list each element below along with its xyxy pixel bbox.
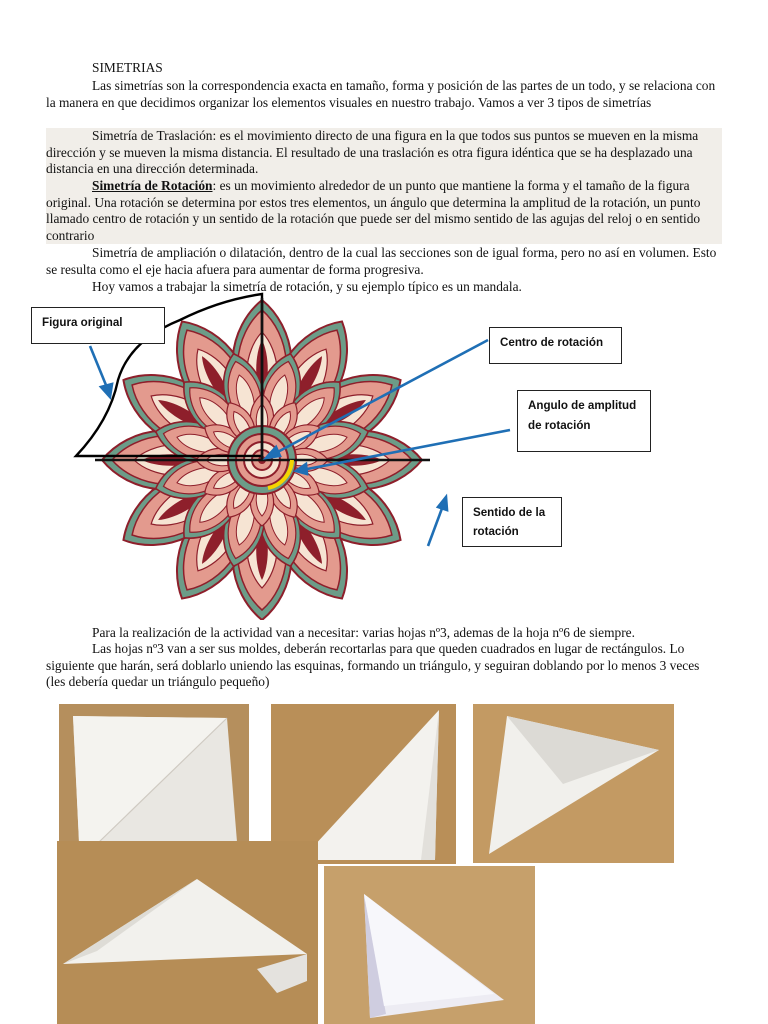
paragraph-traslacion: Simetría de Traslación: es el movimiento directo de una figura en la que todos sus puntos se mueven en la misma dirección y se mueven la misma distancia. El resultado de una traslación es otra figura idéntica que se ha desplazado una distancia en una dirección determinada. — [46, 128, 722, 178]
rotacion-term: Simetría de Rotación — [92, 178, 213, 193]
label-figura-original: Figura original — [31, 307, 165, 344]
photo-step-5 — [324, 866, 535, 1024]
paragraph-hojas: Las hojas nº3 van a ser sus moldes, deberán recortarlas para que queden cuadrados en lugar de rectángulos. Lo siguiente que harán, será doblarlo uniendo las esquinas, formando un triángulo, y seguiran doblando por lo menos 3 veces (les debería quedar un triángulo pequeño) — [46, 641, 700, 690]
photo-step-4 — [57, 841, 318, 1024]
photo-step-1 — [59, 704, 249, 842]
document-title: SIMETRIAS — [92, 60, 163, 75]
paragraph-para: Para la realización de la actividad van a necesitar: varias hojas nº3, ademas de la hoja nº6 de siempre. — [92, 625, 635, 640]
paragraph-hoy: Hoy vamos a trabajar la simetría de rotación, y su ejemplo típico es un mandala. — [92, 279, 522, 294]
label-sentido-rotacion: Sentido de la rotación — [462, 497, 562, 547]
paragraph-intro: Las simetrías son la correspondencia exacta en tamaño, forma y posición de las partes de un todo, y se relaciona con la manera en que decidimos organizar los elementos visuales en nuestro trabajo. Vamos a ver 3 tipos de simetrías — [46, 78, 716, 110]
label-centro-rotacion: Centro de rotación — [489, 327, 622, 364]
photo-step-2 — [271, 704, 456, 864]
paragraph-rotacion — [46, 178, 722, 244]
photo-step-3 — [473, 704, 674, 863]
arrow-figura — [90, 346, 108, 390]
arrow-sentido-head — [438, 497, 447, 510]
rotacion-text: : es un movimiento alrededor de un punto que mantiene la forma y el tamaño de la figura original. Una rotación se determina por estos tres elementos, un ángulo que determina la amplitud de la rotación, un punto llamado centro de rotación y un sentido de la rotación que puede ser del mismo sentido de las agujas del reloj o en sentido contrario — [46, 178, 701, 243]
paragraph-ampliacion: Simetría de ampliación o dilatación, dentro de la cual las secciones son de igual forma, pero no así en volumen. Esto se resulta como el eje hacia afuera para aumentar de forma progresiva. — [46, 245, 717, 277]
label-angulo-amplitud: Angulo de amplitud de rotación — [517, 390, 651, 452]
arrow-figura-head — [101, 384, 112, 397]
